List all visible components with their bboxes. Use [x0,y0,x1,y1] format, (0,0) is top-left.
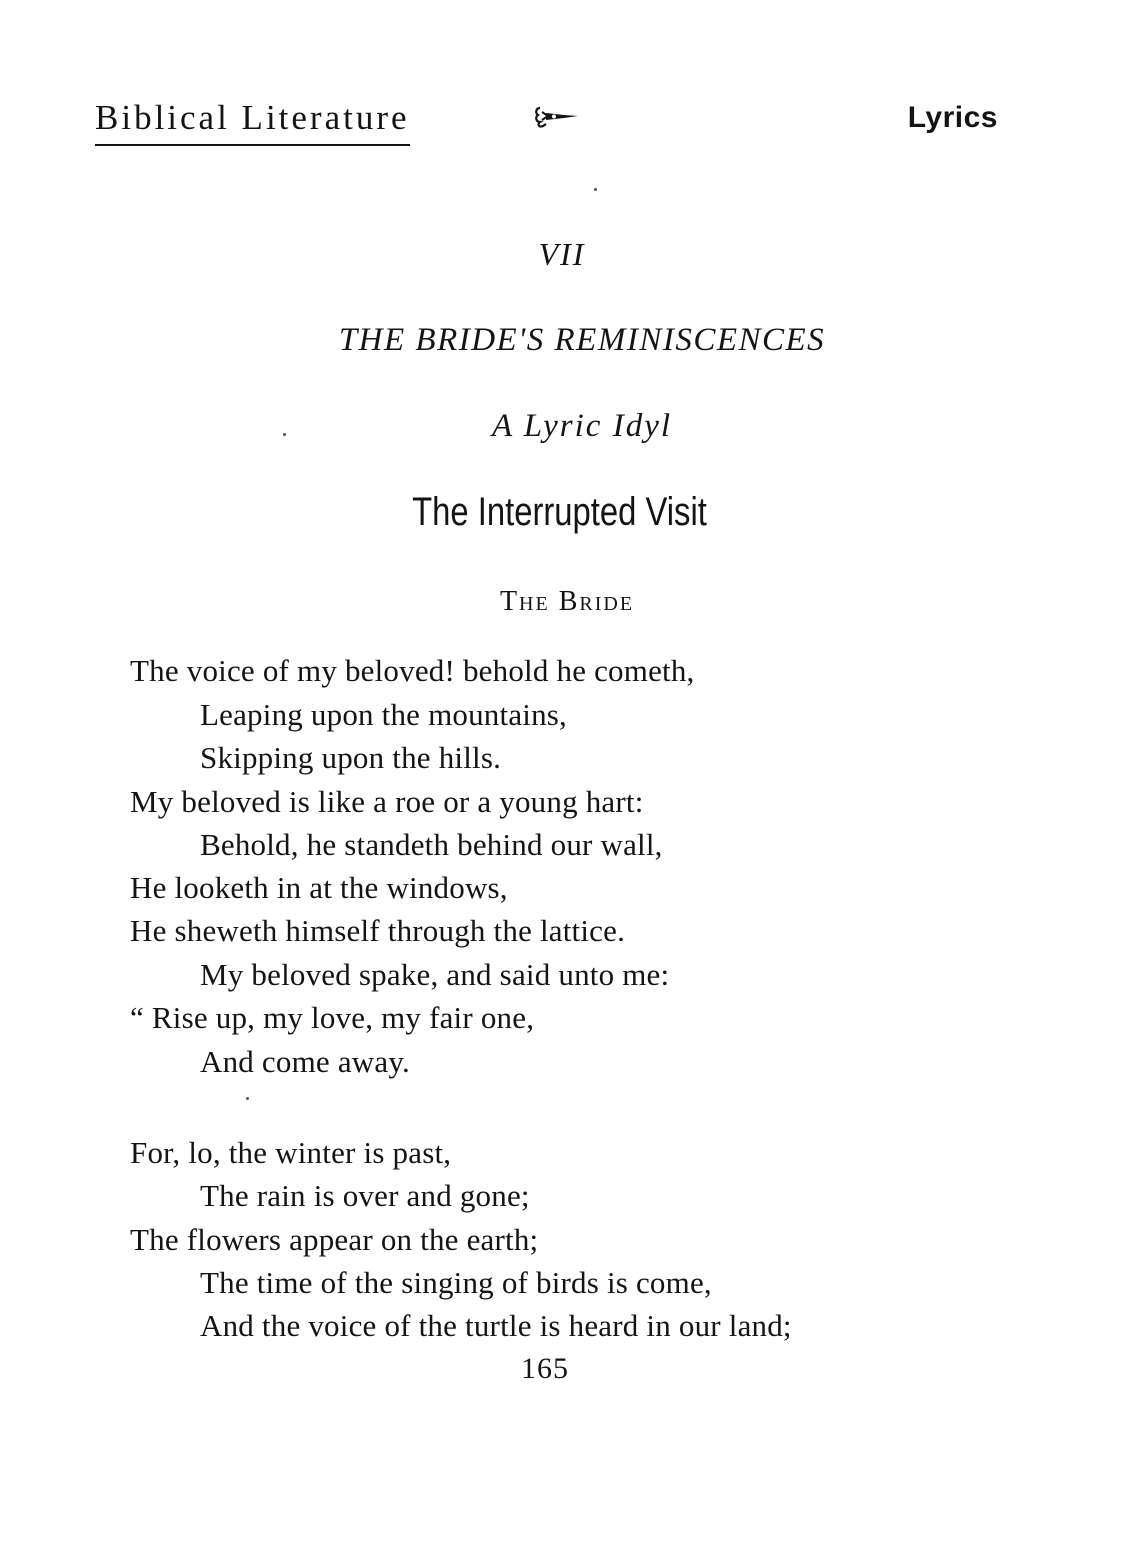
verse-line: And come away. [200,1044,410,1079]
print-speck [246,1097,249,1100]
page-number: 165 [521,1352,569,1385]
running-head-book-title: Biblical Literature [95,96,410,146]
verse-line: He sheweth himself through the lattice. [130,913,626,948]
verse-line: And the voice of the turtle is heard in our land; [200,1308,792,1343]
verse-line: The rain is over and gone; [200,1178,530,1213]
print-speck [283,433,286,436]
verse-line: “ Rise up, my love, my fair one, [130,1000,535,1035]
verse-line: The time of the singing of birds is come, [200,1265,712,1300]
verse-line: Behold, he standeth behind our wall, [200,827,663,862]
verse-line: Leaping upon the mountains, [200,697,568,732]
poem-heading: The Interrupted Visit [412,490,707,534]
verse-line: For, lo, the winter is past, [130,1135,452,1170]
verse-line: The flowers appear on the earth; [130,1222,539,1257]
speaker-label: The Bride [499,586,635,617]
verse-line: My beloved is like a roe or a young hart: [130,784,644,819]
pointing-hand-icon [534,104,580,130]
verse-line: Skipping upon the hills. [200,740,502,775]
section-title: THE BRIDE'S REMINISCENCES [338,322,826,358]
section-subtitle: A Lyric Idyl [491,408,673,444]
print-speck [594,188,597,191]
section-number: VII [538,236,586,272]
verse-line: My beloved spake, and said unto me: [200,957,670,992]
verse-line: He looketh in at the windows, [130,870,508,905]
running-head-section: Lyrics [907,101,998,134]
verse-line: The voice of my beloved! behold he cometh, [130,653,695,688]
